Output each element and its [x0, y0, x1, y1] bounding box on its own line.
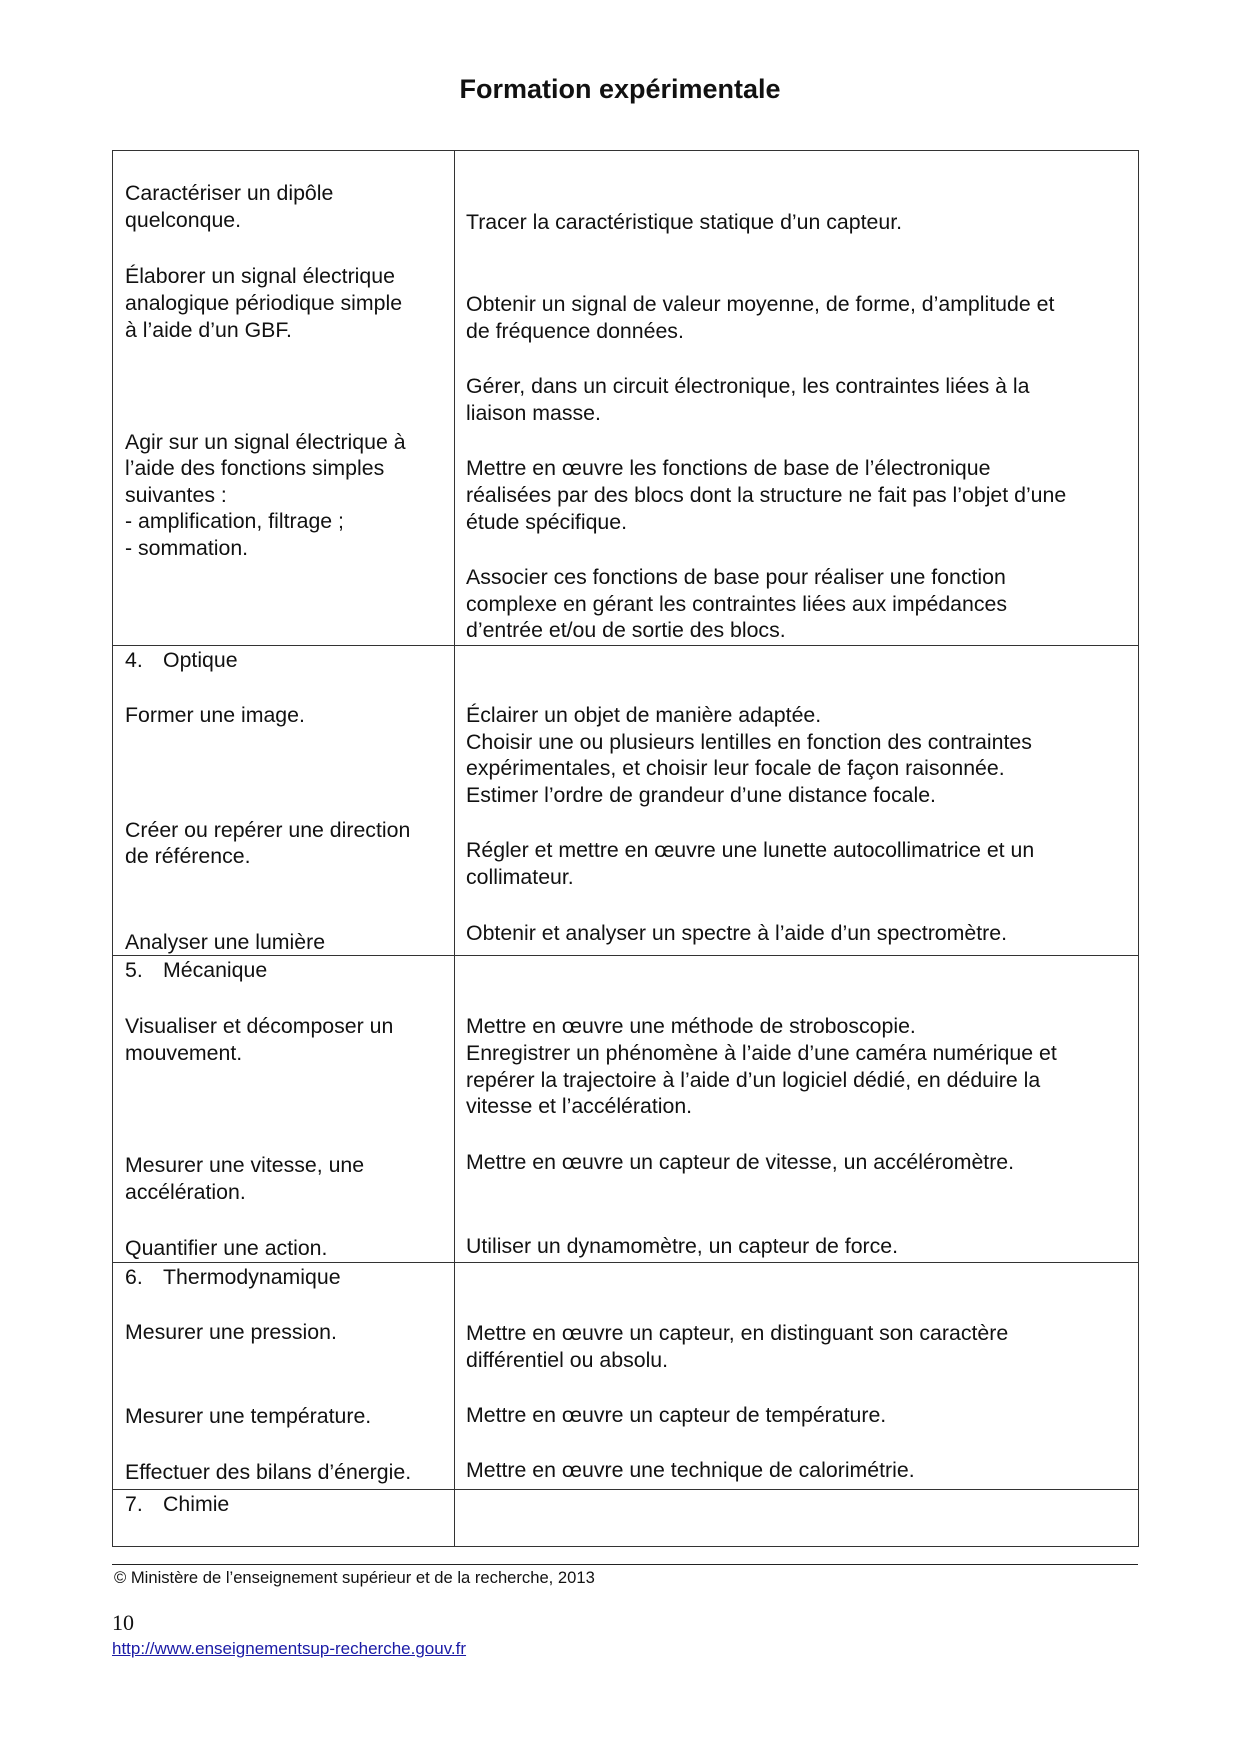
capacity-line: l’aide des fonctions simples — [125, 456, 385, 480]
skill-line: réalisées par des blocs dont la structure ne fait pas l’objet d’une — [466, 483, 1067, 507]
section-number: 7. — [125, 1492, 143, 1516]
capacity-line: Mesurer une vitesse, une — [125, 1153, 365, 1177]
section-heading-optique — [125, 647, 238, 674]
capacity-line: à l’aide d’un GBF. — [125, 318, 292, 342]
skill-line: Éclairer un objet de manière adaptée. — [466, 703, 822, 727]
capacity-cell — [113, 1490, 455, 1547]
capacity-line: Visualiser et décomposer un — [125, 1014, 394, 1038]
skill-line: repérer la trajectoire à l’aide d’un logiciel dédié, en déduire la — [466, 1068, 1041, 1092]
section-heading-chimie — [125, 1491, 229, 1518]
skill-cell — [455, 1490, 1139, 1547]
skill-cell — [455, 956, 1139, 1263]
skill-line: Associer ces fonctions de base pour réaliser une fonction — [466, 565, 1006, 589]
copyright-notice: © Ministère de l’enseignement supérieur et de la recherche, 2013 — [114, 1568, 595, 1587]
skill-line: de fréquence données. — [466, 319, 684, 343]
capacity-cell — [113, 646, 455, 956]
skill-line: vitesse et l’accélération. — [466, 1094, 693, 1118]
skill-line: complexe en gérant les contraintes liées aux impédances — [466, 592, 1008, 616]
competences-table — [112, 150, 1139, 1547]
section-heading-mecanique — [125, 957, 267, 984]
capacity-line: accélération. — [125, 1180, 246, 1204]
page-title: Formation expérimentale — [459, 74, 781, 104]
skill-cell — [455, 1263, 1139, 1490]
skill-line: Enregistrer un phénomène à l’aide d’une caméra numérique et — [466, 1041, 1057, 1065]
skill-line: Tracer la caractéristique statique d’un capteur. — [466, 210, 903, 234]
capacity-cell — [113, 151, 455, 646]
section-heading-thermodynamique — [125, 1264, 341, 1291]
table-row — [113, 151, 1139, 646]
skill-cell — [455, 151, 1139, 646]
skill-line: différentiel ou absolu. — [466, 1348, 669, 1372]
skill-cell — [455, 646, 1139, 956]
skill-line: Choisir une ou plusieurs lentilles en fonction des contraintes — [466, 730, 1032, 754]
capacity-line: Agir sur un signal électrique à — [125, 430, 406, 454]
skill-line: étude spécifique. — [466, 510, 628, 534]
skill-line: Mettre en œuvre un capteur, en distinguant son caractère — [466, 1321, 1009, 1345]
section-number: 6. — [125, 1265, 143, 1289]
capacity-line: Quantifier une action. — [125, 1236, 328, 1260]
section-number: 5. — [125, 958, 143, 982]
capacity-line: - sommation. — [125, 536, 249, 560]
page-number: 10 — [112, 1610, 134, 1635]
capacity-line: - amplification, filtrage ; — [125, 509, 344, 533]
capacity-line: Mesurer une pression. — [125, 1320, 337, 1344]
skill-line: liaison masse. — [466, 401, 601, 425]
table-row — [113, 646, 1139, 956]
table-row — [113, 1263, 1139, 1490]
skill-line: Mettre en œuvre une méthode de stroboscopie. — [466, 1014, 916, 1038]
skill-line: Régler et mettre en œuvre une lunette autocollimatrice et un — [466, 838, 1035, 862]
section-number: 4. — [125, 648, 143, 672]
skill-line: d’entrée et/ou de sortie des blocs. — [466, 618, 786, 642]
skill-line: Mettre en œuvre les fonctions de base de l’électronique — [466, 456, 991, 480]
capacity-line: Élaborer un signal électrique — [125, 264, 395, 288]
skill-line: Obtenir et analyser un spectre à l’aide d’un spectromètre. — [466, 921, 1007, 945]
skill-line: collimateur. — [466, 865, 574, 889]
capacity-line: Caractériser un dipôle — [125, 181, 334, 205]
capacity-cell — [113, 956, 455, 1263]
skill-line: Utiliser un dynamomètre, un capteur de force. — [466, 1234, 899, 1258]
capacity-line: Créer ou repérer une direction — [125, 818, 411, 842]
section-title: Thermodynamique — [163, 1265, 341, 1289]
capacity-line: Former une image. — [125, 703, 305, 727]
skill-line: Obtenir un signal de valeur moyenne, de forme, d’amplitude et — [466, 292, 1055, 316]
section-title: Chimie — [163, 1492, 230, 1516]
capacity-line: suivantes : — [125, 483, 227, 507]
skill-line: Mettre en œuvre une technique de calorimétrie. — [466, 1458, 915, 1482]
skill-line: Estimer l’ordre de grandeur d’une distance focale. — [466, 783, 936, 807]
section-title: Optique — [163, 648, 238, 672]
capacity-line: de référence. — [125, 844, 251, 868]
capacity-line: quelconque. — [125, 208, 242, 232]
skill-line: Mettre en œuvre un capteur de température. — [466, 1403, 887, 1427]
section-title: Mécanique — [163, 958, 268, 982]
capacity-line: Effectuer des bilans d’énergie. — [125, 1460, 412, 1484]
skill-line: Mettre en œuvre un capteur de vitesse, un accéléromètre. — [466, 1150, 1015, 1174]
skill-line: expérimentales, et choisir leur focale de façon raisonnée. — [466, 756, 1005, 780]
capacity-line: Analyser une lumière — [125, 930, 326, 954]
skill-line: Gérer, dans un circuit électronique, les contraintes liées à la — [466, 374, 1030, 398]
table-row — [113, 956, 1139, 1263]
footer-divider — [112, 1564, 1138, 1565]
capacity-line: mouvement. — [125, 1041, 243, 1065]
table-row — [113, 1490, 1139, 1547]
capacity-cell — [113, 1263, 455, 1490]
capacity-line: Mesurer une température. — [125, 1404, 372, 1428]
website-link[interactable]: http://www.enseignementsup-recherche.gouv.fr — [112, 1639, 467, 1658]
capacity-line: analogique périodique simple — [125, 291, 403, 315]
